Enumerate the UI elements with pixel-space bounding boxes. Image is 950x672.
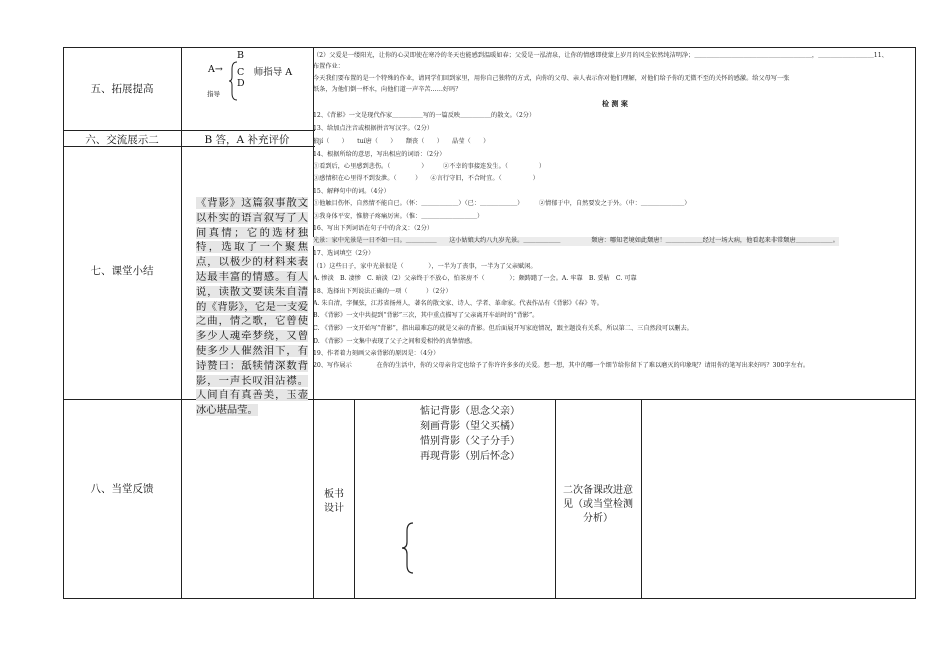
homework-line-1: 今天我们要布置的是一个特殊的作业，请同学们回到家里，用你自己独特的方式，向你的父母、亲人表示你对他们理解，对他们给予你的无微不至的关怀的感激。给父母写一张 xyxy=(313,75,790,82)
row8-label: 八、当堂反馈 xyxy=(90,483,154,495)
row6-content: B 答，A 补充评价 xyxy=(204,134,290,146)
diagram-b: B xyxy=(237,50,244,61)
board-line: 再现背影（别后怀念） xyxy=(420,451,520,462)
row-divider xyxy=(63,130,315,131)
diagram-guide: 指导 xyxy=(207,90,220,98)
col-divider xyxy=(354,399,355,599)
diagram-c-line: C 师指导 A xyxy=(237,67,293,78)
summary-text: 《背影》这篇叙事散文以朴实的语言叙写了人间真情；它的选材独特，选取了一个聚焦点，以极少的材料来表达最丰富的情感。有人说，读散文要读朱自清的《背影》，它是一支爱之曲，情之歌，它曾使多少人魂牵梦绕，又曾使多少人催然泪下，有诗赞曰：舐犊情深数背影，一声长叹泪沾襟。人间自有真善美，玉壶冰心堪品莹。 xyxy=(196,197,308,417)
q16-line-1: 光景：家中光景是一日不如一日。＿＿＿＿＿ 这小姑娘大约八九岁光景。＿＿＿＿＿＿ 颓唐：哪知老境如此颓唐！＿＿＿＿＿＿经过一场大病，他看起来非常颓唐＿＿＿＿＿＿。 xyxy=(313,237,839,244)
q14-line-2: ③感情积在心里得不到发泄。（ ） ④言行守旧，不合时宜。（ ） xyxy=(313,175,539,182)
diagram-a-arrow: A→ xyxy=(208,64,223,75)
board-line: 刻画背影（望父买橘） xyxy=(420,421,520,432)
q17: 17、选词填空（2分） xyxy=(313,250,375,257)
q2-top: （2）父爱是一缕阳光，让你的心灵即使在寒冷的冬天也能感到温暖如春；父爱是一泓清泉，让你的情感即使蒙上岁月的风尘依然纯洁明净；＿＿＿＿＿＿＿＿＿＿＿＿＿＿＿＿＿＿＿，＿＿＿＿＿＿＿＿＿11、 xyxy=(313,52,888,59)
q15-line-2: ③我身体平安，惟膀子疼痛厉害。（惟：＿＿＿＿＿＿＿＿＿） xyxy=(313,213,484,220)
q14-line-1: ①看到后，心里感到悲伤。（ ） ②不幸的事接连发生。（ ） xyxy=(313,163,546,170)
revision-label: 二次备课改进意见（或当堂检测分析） xyxy=(563,485,633,524)
row-divider xyxy=(63,399,916,400)
test-title: 检 测 案 xyxy=(602,99,628,108)
summary-paragraph xyxy=(196,196,308,418)
q13: 13、给加点注音或根据拼音写汉字。（2分） xyxy=(313,125,434,132)
board-lines xyxy=(420,404,520,464)
q12: 12、《背影》一文是现代作家＿＿＿＿＿写的一篇反映＿＿＿＿＿的散文。（2分） xyxy=(313,112,536,119)
q17-line-1: （1）这些日子，家中光景很是（ ），一半为了丧事，一半为了父亲赋闲。 xyxy=(313,263,537,270)
q18-a: A. 朱自清，字佩弦，江苏省扬州人，著名的散文家、诗人、学者、革命家。代表作品有《背影》《春》等。 xyxy=(313,300,603,307)
diagram xyxy=(205,48,305,128)
col-divider xyxy=(641,399,642,599)
col-divider xyxy=(313,399,314,599)
diagram-d: D xyxy=(237,78,245,89)
q18-d: D. 《背影》一文集中表现了父子之间和爱相怜的真挚情感。 xyxy=(313,338,477,345)
q17-line-2: A. 惨淡 B. 凄惨 C. 暗淡（2）父亲终于不放心，怕茶房不（ ）；颇踌躇了一会。A. 牢靠 B. 妥帖 C. 可靠 xyxy=(313,275,637,282)
homework-title: 布置作业： xyxy=(313,63,344,70)
q14: 14、根据所给的意思，写出相应的词语：（2分） xyxy=(313,151,446,158)
col-divider xyxy=(555,399,556,599)
board-line: 惜别背影（父子分手） xyxy=(420,436,520,447)
board-brace xyxy=(399,522,415,574)
q16: 16、写出下列词语在句子中的含义：（2分） xyxy=(313,225,434,232)
row5-label: 五、拓展提高 xyxy=(90,83,154,95)
q19: 19、作者着力刻画父亲背影的原因是：（4分） xyxy=(313,350,440,357)
q18-c: C. 《背影》一文开始写“背影”，指出最难忘的就是父亲的背影。但后面展开写家庭情况，跟主题没有关系，所以第二、三自然段可以删去。 xyxy=(313,325,693,332)
q15: 15、解释句中的词。（4分） xyxy=(313,188,390,195)
homework-line-2: 纸条，为他们倒一杯水，向他们道一声辛苦……好吗？ xyxy=(313,86,462,93)
board-line: 惦记背影（思念父亲） xyxy=(420,406,520,417)
board-label: 板书设计 xyxy=(324,489,344,514)
q20: 20、写作展示 在你的生活中，你的父母亲肯定也给予了你许许多多的关爱。想一想，其中的哪一个细节给你留下了难以磨灭的印象呢？请用你的笔写出来好吗？300字左右。 xyxy=(313,362,810,369)
q18-b: B. 《背影》一文中共提到“背影”三次，其中重点描写了父亲离开车站时的“背影”。 xyxy=(313,312,539,319)
q13-items: 狼jí（ ） tuí唐（ ） 颓丧（ ） 晶莹（ ） xyxy=(313,138,490,145)
q15-line-1: ①他触目伤怀，自然情不能自已。（怀：＿＿＿＿＿＿）（已：＿＿＿＿＿＿） ②情郁于中，自然要发之于外。（中：＿＿＿＿＿＿＿） xyxy=(313,200,691,207)
row7-label: 七、课堂小结 xyxy=(90,265,154,277)
col-divider xyxy=(181,47,182,599)
q18: 18、选择出下列说法正确的一项（ ）（2分） xyxy=(313,288,452,295)
row6-label: 六、交流展示二 xyxy=(85,134,159,146)
